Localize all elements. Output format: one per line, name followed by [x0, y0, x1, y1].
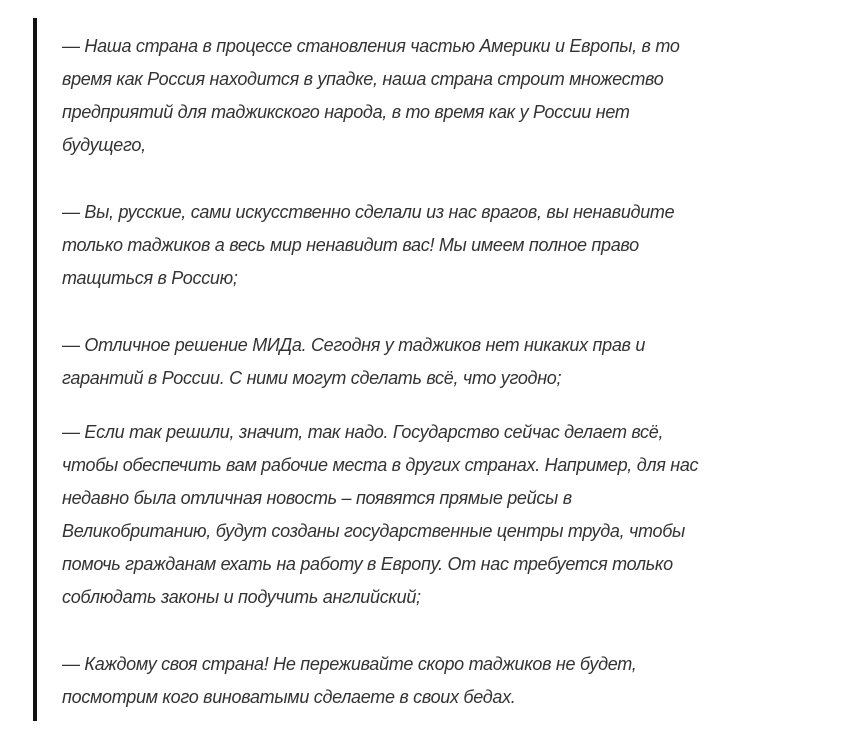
text-line: предприятий для таджикского народа, в то время как у России нет [62, 102, 630, 122]
quote-paragraph [62, 329, 837, 395]
quote-paragraph [62, 416, 837, 614]
quote-paragraph [62, 30, 837, 162]
text-line: — Вы, русские, сами искусственно сделали из нас врагов, вы ненавидите [62, 202, 675, 222]
text-line: недавно была отличная новость – появятся прямые рейсы в [62, 488, 572, 508]
text-line: — Если так решили, значит, так надо. Государство сейчас делает всё, [62, 422, 664, 442]
quote-paragraph [62, 648, 837, 714]
text-line: помочь гражданам ехать на работу в Европу. От нас требуется только [62, 554, 673, 574]
text-line: соблюдать законы и подучить английский; [62, 587, 421, 607]
text-line: будущего, [62, 135, 146, 155]
text-line: посмотрим кого виноватыми сделаете в своих бедах. [62, 687, 516, 707]
blockquote-border [33, 18, 37, 721]
text-line: чтобы обеспечить вам рабочие места в других странах. Например, для нас [62, 455, 699, 475]
quote-paragraph [62, 196, 837, 295]
text-line: только таджиков а весь мир ненавидит вас! Мы имеем полное право [62, 235, 639, 255]
text-line: тащиться в Россию; [62, 268, 238, 288]
text-line: Великобританию, будут созданы государственные центры труда, чтобы [62, 521, 685, 541]
text-line: время как Россия находится в упадке, наша страна строит множество [62, 69, 664, 89]
text-line: — Каждому своя страна! Не переживайте скоро таджиков не будет, [62, 654, 637, 674]
text-line: гарантий в России. С ними могут сделать всё, что угодно; [62, 368, 562, 388]
text-line: — Наша страна в процессе становления частью Америки и Европы, в то [62, 36, 680, 56]
text-line: — Отличное решение МИДа. Сегодня у таджиков нет никаких прав и [62, 335, 646, 355]
